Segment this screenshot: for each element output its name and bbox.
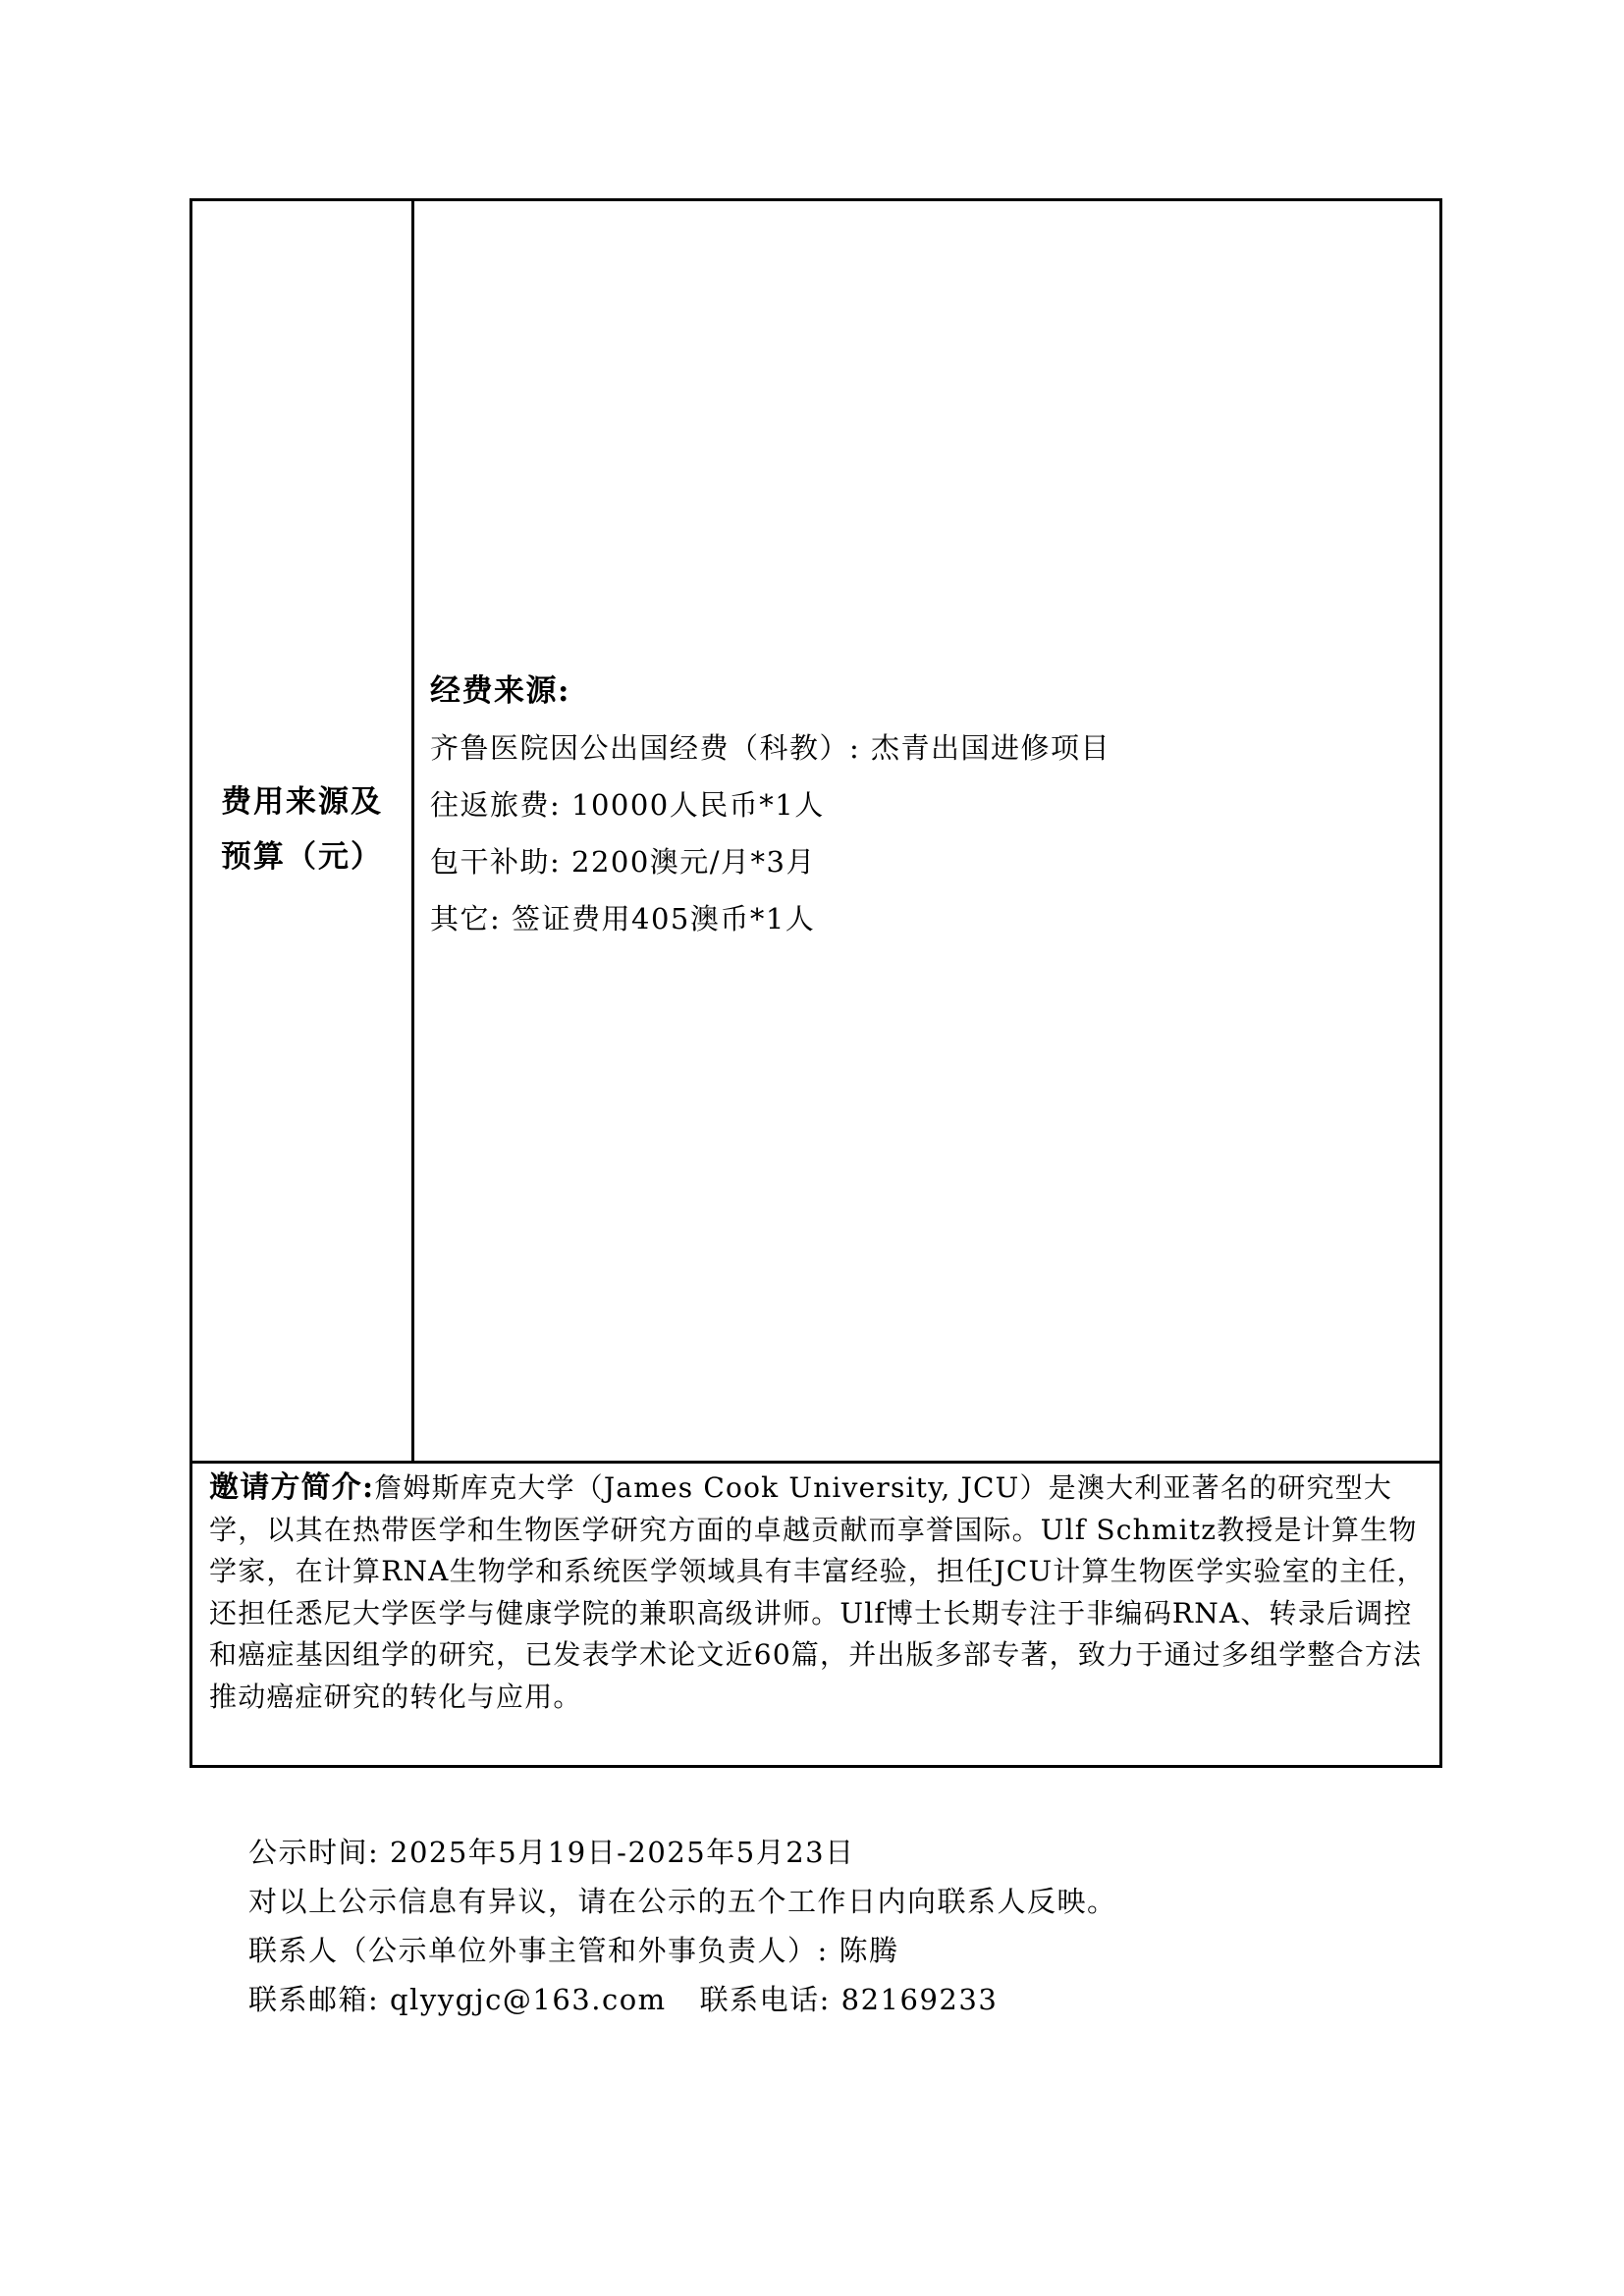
budget-label	[192, 774, 411, 884]
budget-label-cell	[192, 201, 414, 1461]
travel-cost-line: 往返旅费: 10000人民币*1人	[430, 788, 825, 822]
budget-label-line-1: 费用来源及	[221, 784, 383, 820]
inviter-intro-box	[189, 1461, 1442, 1768]
budget-content-cell	[414, 201, 1439, 1461]
budget-label-line-2: 预算（元）	[221, 839, 383, 875]
funding-block	[430, 663, 1110, 947]
contact-email: 联系邮箱: qlyygjc@163.com	[248, 1983, 667, 2016]
funding-source-line: 齐鲁医院因公出国经费（科教）: 杰青出国进修项目	[430, 731, 1110, 765]
inviter-intro-title: 邀请方简介:	[209, 1470, 375, 1505]
inviter-intro-text	[209, 1468, 1426, 1718]
inviter-intro-body: 詹姆斯库克大学（James Cook University, JCU）是澳大利亚著名的研究型大学，以其在热带医学和生物医学研究方面的卓越贡献而享誉国际。Ulf Schmitz教授是计算生物学家，在计算RNA生物学和系统医学领域具有丰富经验，担任JCU计算生物医学实验室的主任，还担任悉尼大学医学与健康学院的兼职高级讲师。Ulf博士长期专注于非编码RNA、转录后调控和癌症基因组学的研究，已发表学术论文近60篇，并出版多部专著，致力于通过多组学整合方法推动癌症研究的转化与应用。	[209, 1471, 1426, 1713]
contact-phone: 联系电话: 82169233	[699, 1983, 999, 2016]
notice-block	[248, 1828, 1117, 2024]
notice-contact-line	[248, 1975, 1117, 2024]
funding-heading: 经费来源:	[430, 673, 570, 709]
other-cost-line: 其它: 签证费用405澳币*1人	[430, 902, 816, 935]
notice-period: 公示时间: 2025年5月19日-2025年5月23日	[248, 1836, 855, 1869]
notice-objection: 对以上公示信息有异议，请在公示的五个工作日内向联系人反映。	[248, 1885, 1117, 1918]
budget-table	[189, 198, 1442, 1464]
allowance-line: 包干补助: 2200澳元/月*3月	[430, 845, 817, 879]
notice-contact-person: 联系人（公示单位外事主管和外事负责人）: 陈腾	[248, 1934, 899, 1967]
